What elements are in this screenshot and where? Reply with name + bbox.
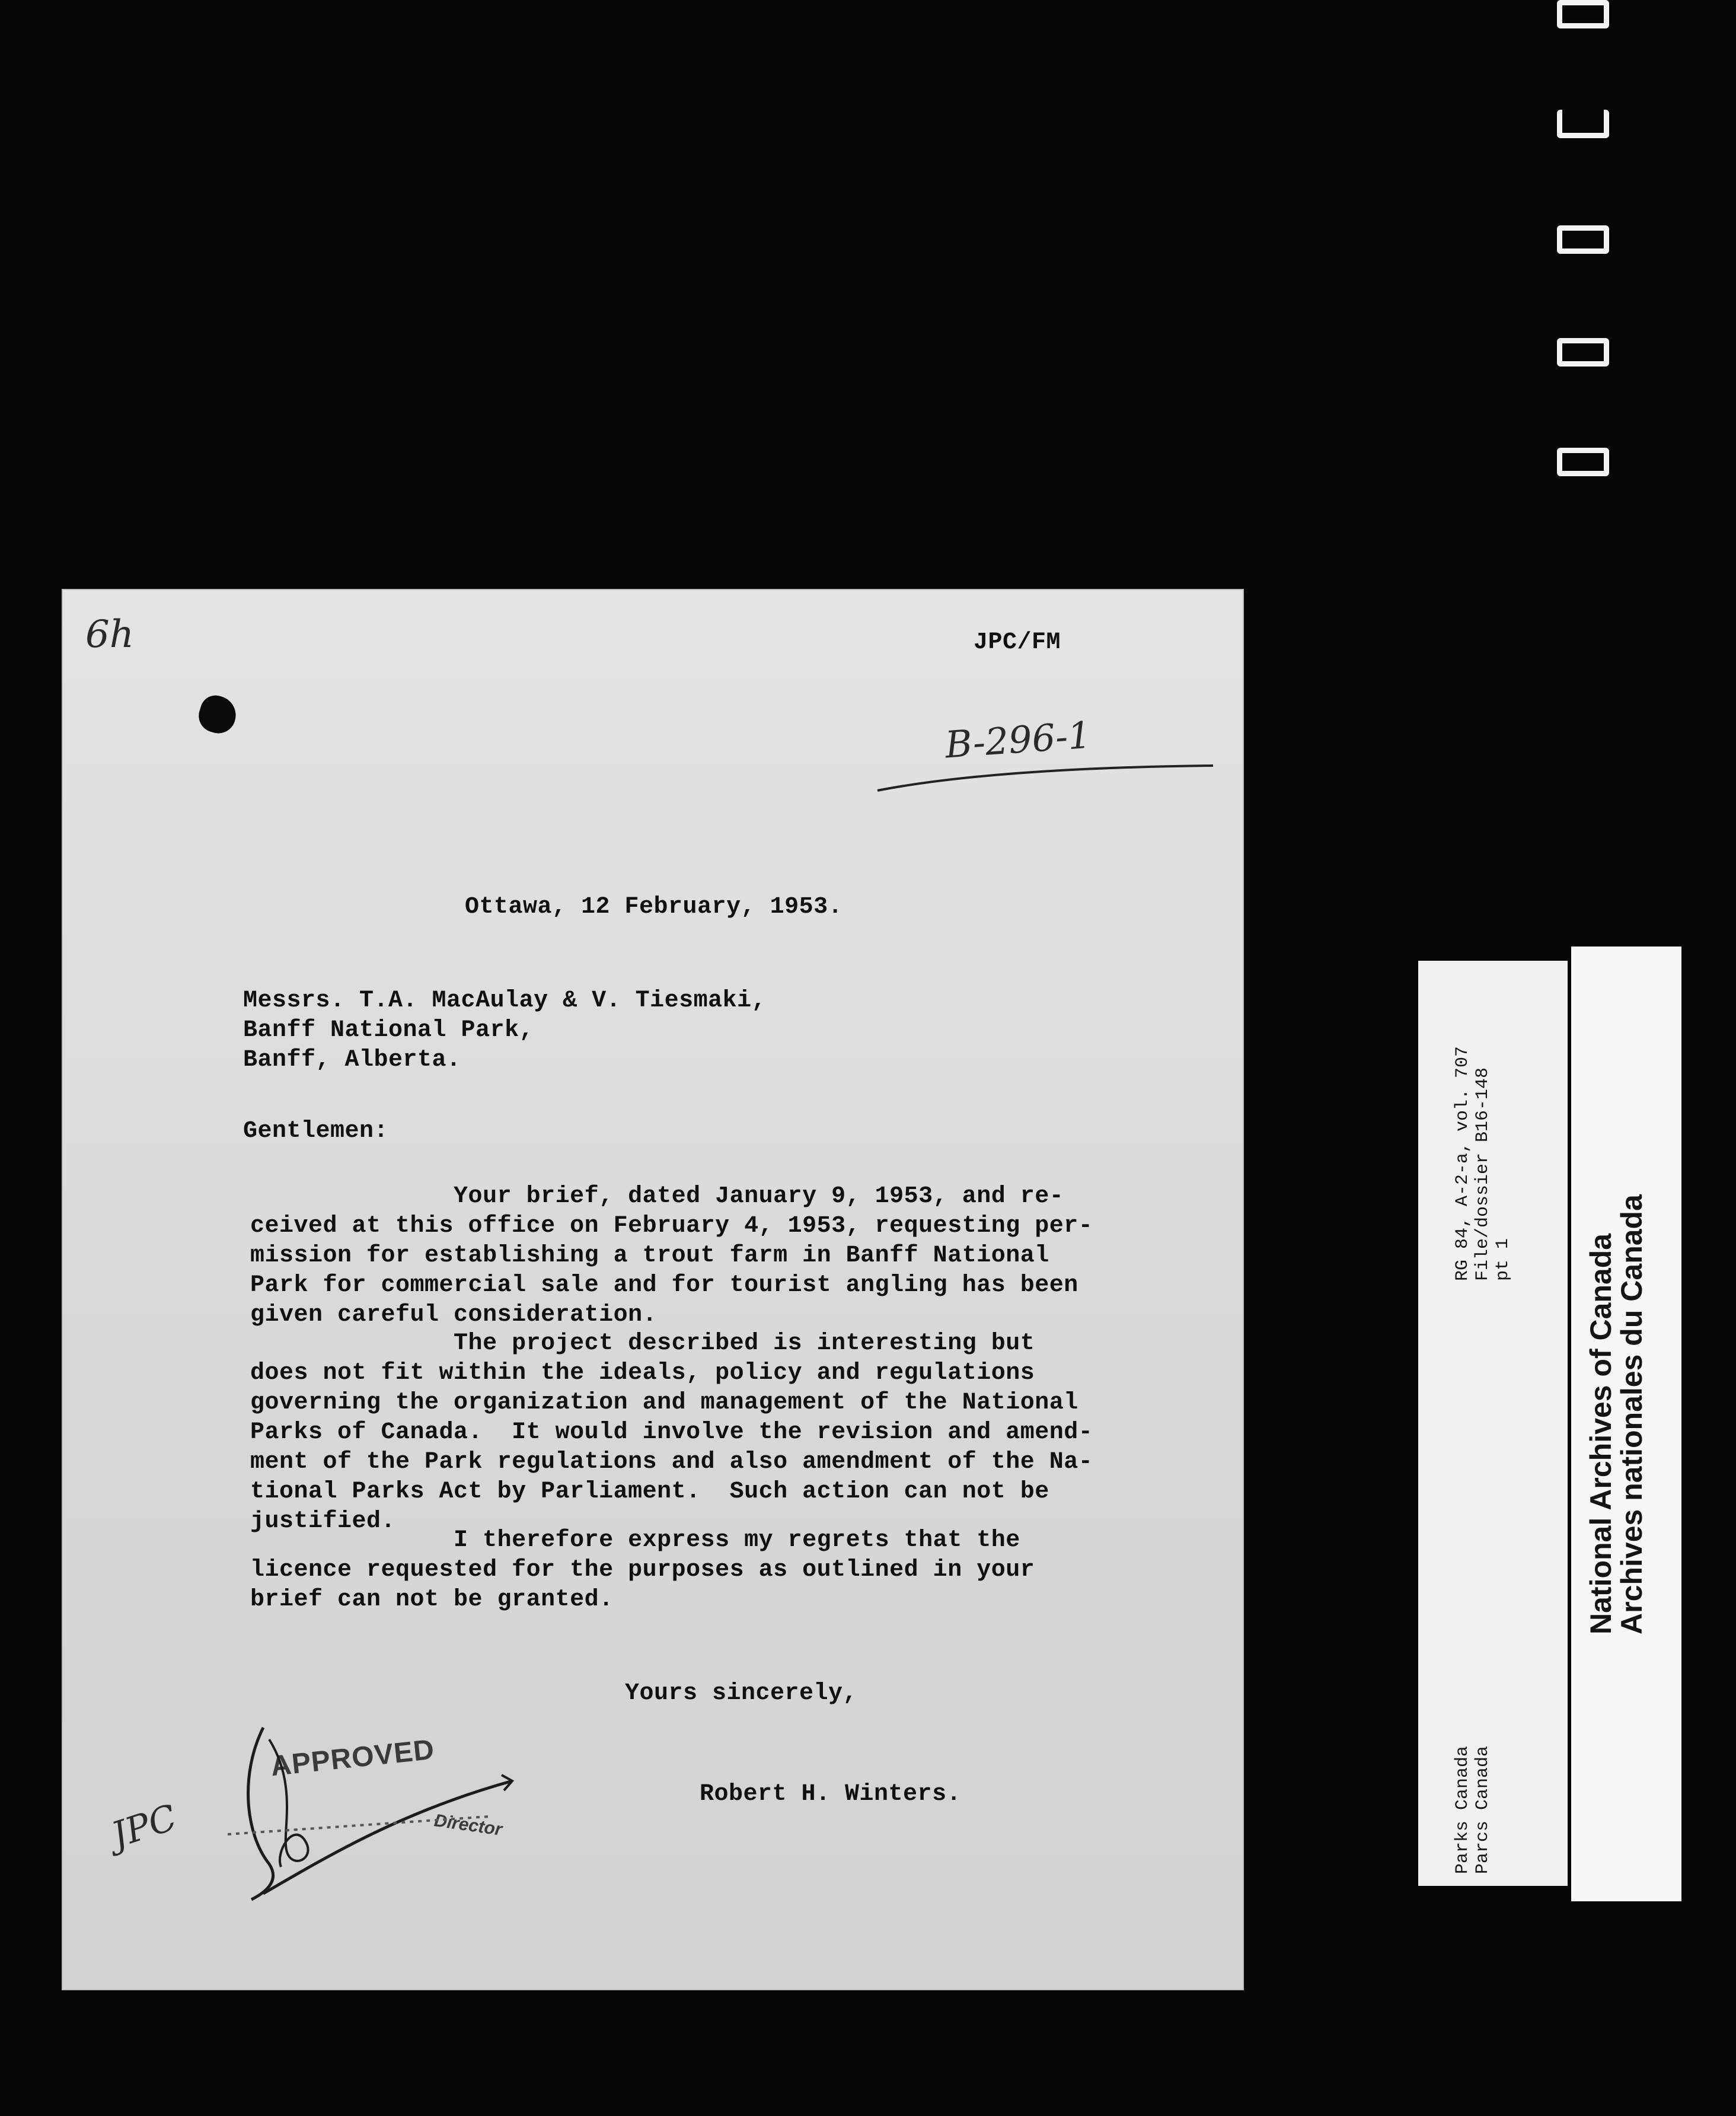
paragraph-3 — [250, 1526, 1035, 1615]
reference-line: RG 84, A-2-a, vol. 707 — [1453, 1046, 1473, 1281]
address-block — [243, 986, 766, 1075]
reference-line: pt 1 — [1493, 1238, 1513, 1281]
reference-line: File/dossier B16-148 — [1473, 1067, 1493, 1281]
institution-label — [1571, 947, 1681, 1901]
agency-line: Parcs Canada — [1473, 1745, 1493, 1874]
body-line: governing the organization and management of the National — [250, 1390, 1078, 1416]
handwritten-file-reference: B-296-1 — [943, 713, 1093, 767]
signature-name: Robert H. Winters. — [700, 1781, 962, 1808]
paragraph-2 — [250, 1329, 1093, 1537]
body-line: does not fit within the ideals, policy and regulations — [250, 1360, 1035, 1387]
closing: Yours sincerely, — [625, 1680, 858, 1707]
body-line: licence requested for the purposes as outlined in your — [250, 1557, 1035, 1583]
handwritten-corner-mark: 6h — [85, 613, 134, 657]
punch-hole — [194, 691, 241, 738]
institution-line: National Archives of Canada — [1584, 1233, 1617, 1634]
letter-page — [62, 589, 1244, 1990]
film-frame-marks — [1547, 0, 1619, 492]
body-line: justified. — [250, 1508, 396, 1535]
address-line: Banff, Alberta. — [243, 1047, 461, 1073]
body-line: The project described is interesting but — [250, 1330, 1035, 1357]
paragraph-1 — [250, 1182, 1093, 1330]
body-line: mission for establishing a trout farm in Banff National — [250, 1242, 1049, 1269]
body-line: ment of the Park regulations and also amendment of the Na- — [250, 1449, 1093, 1476]
body-line: tional Parks Act by Parliament. Such action can not be — [250, 1478, 1049, 1505]
body-line: I therefore express my regrets that the — [250, 1527, 1020, 1554]
salutation: Gentlemen: — [243, 1118, 389, 1145]
body-line: brief can not be granted. — [250, 1586, 614, 1613]
body-line: Parks of Canada. It would involve the revision and amend- — [250, 1419, 1093, 1446]
signature-scrawl — [228, 1716, 524, 1911]
body-line: Park for commercial sale and for tourist angling has been — [250, 1272, 1078, 1299]
pen-underline — [874, 749, 1218, 802]
file-code: JPC/FM — [974, 629, 1061, 656]
body-line: ceived at this office on February 4, 1953, requesting per- — [250, 1213, 1093, 1239]
institution-line: Archives nationales du Canada — [1615, 1194, 1648, 1634]
body-line: given careful consideration. — [250, 1302, 658, 1328]
archive-reference-label — [1418, 961, 1568, 1886]
body-line: Your brief, dated January 9, 1953, and re- — [250, 1183, 1064, 1210]
address-line: Banff National Park, — [243, 1017, 534, 1044]
date-line: Ottawa, 12 February, 1953. — [465, 894, 843, 920]
address-line: Messrs. T.A. MacAulay & V. Tiesmaki, — [243, 987, 767, 1014]
director-caption: Director — [433, 1811, 503, 1840]
agency-line: Parks Canada — [1453, 1745, 1473, 1874]
handwritten-initials: JPC — [106, 1796, 182, 1857]
approved-stamp: APPROVED — [269, 1733, 436, 1783]
